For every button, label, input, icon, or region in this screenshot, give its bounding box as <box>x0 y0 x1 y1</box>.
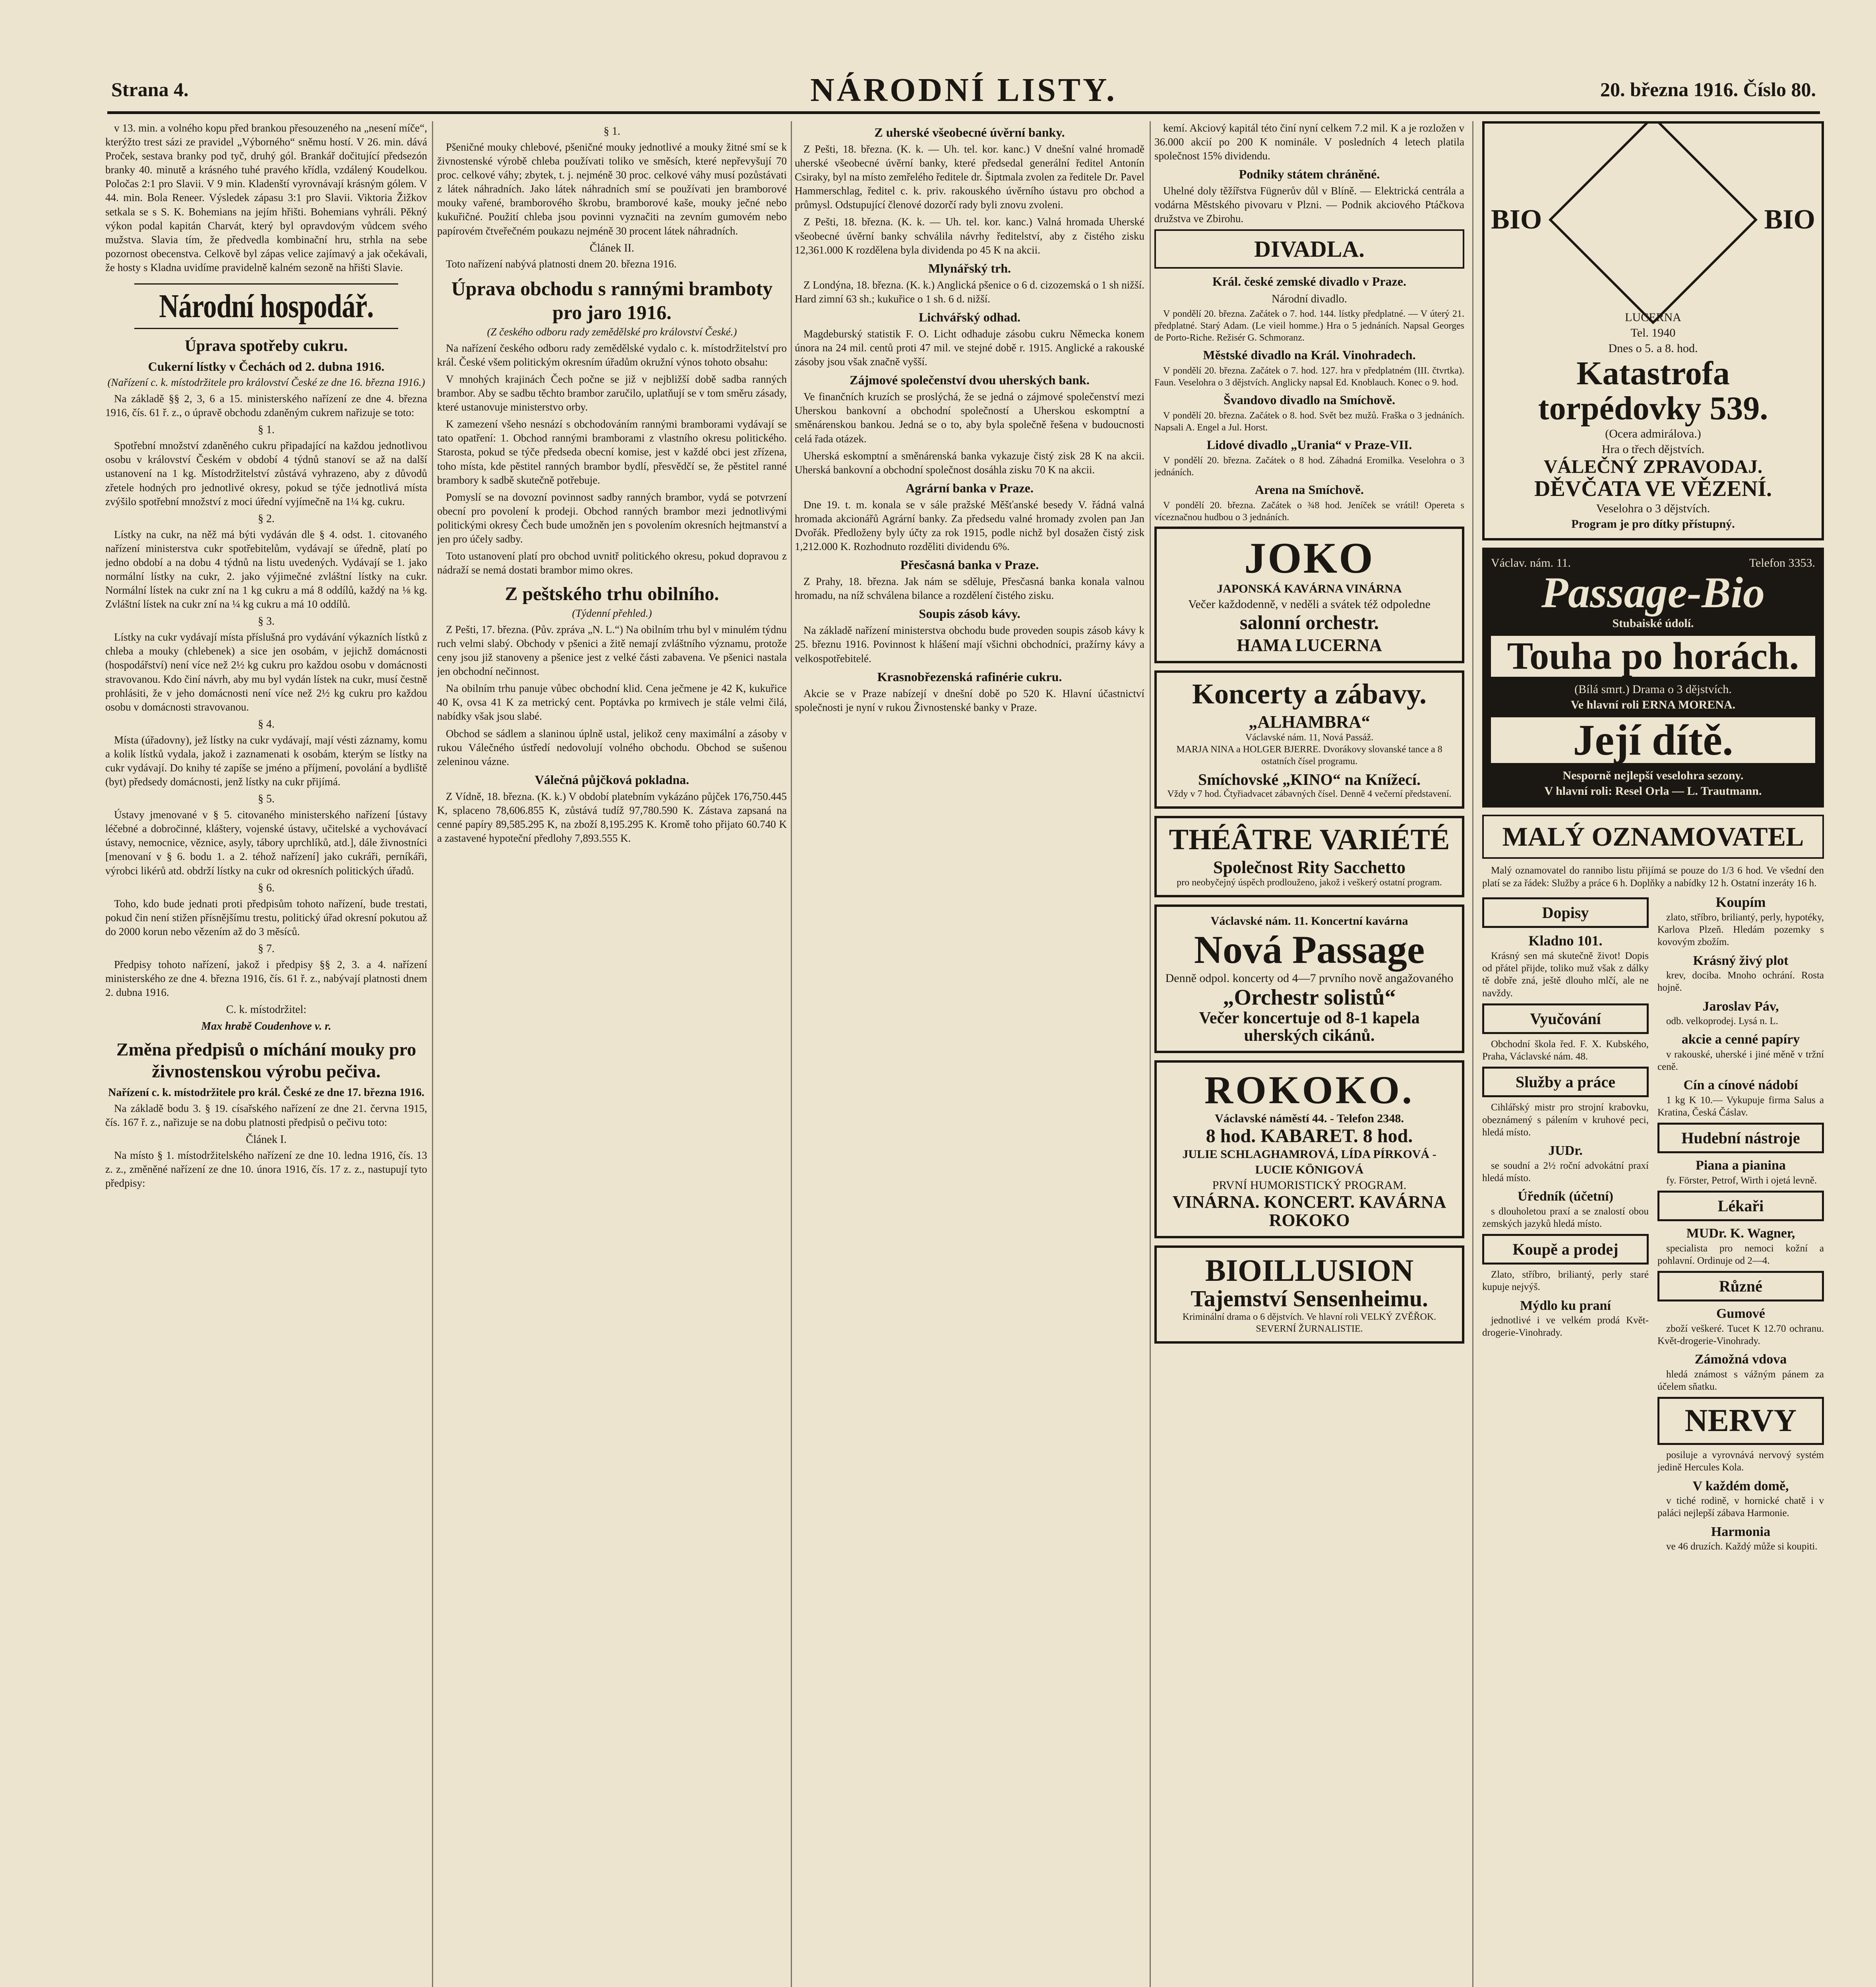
paragraph-number: § 1. <box>258 424 275 436</box>
ad-joko-location: HAMA LUCERNA <box>1237 635 1382 655</box>
ad-text: zboží veškeré. Tucet K 12.70 ochranu. Květ-drogerie-Vinohrady. <box>1657 1323 1824 1346</box>
article-paragraph: Na nařízení českého odboru rady zemědělské vydalo c. k. místodržitelství pro král. České všem politickým okresním úřadům okružní výnos tohoto obsahu: <box>437 342 787 368</box>
ad-text: s dlouholetou praxí a se znalostí obou zemských jazyků hledá místo. <box>1482 1206 1649 1229</box>
ad-rokoko-title: ROKOKO. <box>1204 1068 1415 1112</box>
article-paragraph: V mnohých krajinách Čech počne se již v nejbližší době sadba ranných brambor. Aby se sadbu těchto brambor zaručilo, uplatňují se v tom směru zásady, které ustanovuje ministerstvo orby. <box>437 373 787 413</box>
article-paragraph: Z Pešti, 18. března. (K. k. — Uh. tel. kor. kanc.) Valná hromada Uherské všeobecné úvěrní banky schválila návrhy ředitelství, aby z čistého zisku 12,361.000 K rozdělena byla dividenda po 45 K na akcii. <box>795 216 1144 256</box>
bio-third-desc: Veselohra o 3 dějstvích. <box>1596 502 1710 515</box>
ad-heading: JUDr. <box>1548 1143 1583 1158</box>
article-paragraph: Dne 19. t. m. konala se v sále pražské Měšťanské besedy V. řádná valná hromada akcionářů Agrární banky. Za předsedu valné hromady zvolen pan Jan Dvořák. Předloženy byly účty za rok 1915, podle nichž byl dosažen čistý zisk 1,212.000 K. Rozhodnuto rozděliti dividendu 6%. <box>795 498 1144 553</box>
ad-passage-bio <box>1482 548 1824 808</box>
column-rule <box>791 121 792 1987</box>
article-title: Soupis zásob kávy. <box>919 606 1020 621</box>
ad-text: v tiché rodině, v hornické chatě i v paláci nejlepší zábava Harmonie. <box>1657 1495 1824 1519</box>
article-paragraph: K zamezení všeho nesnází s obchodováním rannými bramborami vydávají se tato opatření: 1. Obchod rannými bramborami z vlastního okresu politického. Starosta, pokud se týče předseda obecní komise, jest v každé obci jest zřízena, toho místa, kde pěstitel ranných brambor bydlí, přesvědčí se, že pěstitel ranné brambory k sadbě skutečně potřebuje. <box>437 418 787 486</box>
column-rule <box>1472 121 1473 1987</box>
ad-np-orchestra: „Orchestr solistů“ <box>1223 985 1396 1010</box>
bio-logo-icon <box>1549 121 1758 324</box>
pb-film-desc: (Bílá smrt.) Drama o 3 dějstvích. <box>1574 682 1732 696</box>
column-4 <box>1154 121 1464 1987</box>
column-rule <box>432 121 433 1987</box>
ad-heading: Cín a cínové nádobí <box>1683 1078 1798 1093</box>
classifieds-rates: Malý oznamovatel do rannibo listu přijímá se pouze do 1/3 6 hod. Ve všední den platí se za řádek: Služby a práce 6 h. Doplňky a nabídky 12 h. Ostatní inzeráty 16 h. <box>1482 865 1824 889</box>
article-paragraph: Z Pešti, 17. března. (Pův. zpráva „N. L.“) Na obilním trhu byl v minulém týdnu ruch velmi slabý. Obchody v pšenici a žitě nemají zvláštního významu, protože ceny jsou již stanoveny a pšenice jest z velké části zabavena. Ve pšenici nastala jen obchodní nečinnost. <box>437 623 787 678</box>
ad-text: odb. velkoprodej. Lysá n. L. <box>1666 1016 1778 1027</box>
article-clause: Článek I. <box>246 1133 287 1146</box>
article-paragraph: Magdeburský statistik F. O. Licht odhaduje zásobu cukru Německa konem února na 24 mil. centů proti 47 mil. ve stejné době r. 1915. Anglické a rakouské zásoby jsou však značně vyšší. <box>795 327 1144 368</box>
ad-alhambra-program: MARJA NINA a HOLGER BJERRE. Dvorákovy slovanské tance a 8 ostatních čísel programu. <box>1176 744 1442 767</box>
article-subtitle: (Z českého odboru rady zemědělské pro království České.) <box>487 325 737 338</box>
ad-bioillusion-desc: Kriminální drama o 6 dějstvích. Ve hlavní roli VELKÝ ZVĚŘOK. SEVERNÍ ŽURNALISTIE. <box>1182 1311 1437 1334</box>
article-paragraph: kemí. Akciový kapitál této činí nyní celkem 7.2 mil. K a je rozložen v 36.000 akcií po 200 K nominále. V posledních 4 letech platila společnost 15% dividendu. <box>1154 122 1464 162</box>
ad-text: 1 kg K 10.— Vykupuje firma Salus a Kratina, Česká Čáslav. <box>1657 1094 1824 1118</box>
category-koupe: Koupě a prodej <box>1482 1234 1649 1265</box>
article-title: Krasnobřezenská rafinérie cukru. <box>877 669 1062 684</box>
pb-second-film: Její dítě. <box>1491 717 1815 763</box>
pb-address: Václav. nám. 11. <box>1491 556 1571 569</box>
ad-heading: Mýdlo ku praní <box>1520 1298 1611 1313</box>
ad-heading: Gumové <box>1716 1306 1765 1321</box>
ad-rokoko <box>1154 1060 1464 1238</box>
theatre-program: V pondělí 20. března. Začátek o 8. hod. Svět bez mužů. Fraška o 3 jednáních. Napsali A. Engel a Jul. Horst. <box>1154 410 1464 433</box>
article-decree: Nařízení c. k. místodržitele pro král. České ze dne 17. března 1916. <box>108 1086 424 1099</box>
article-paragraph: Toto nařízení nabývá platnosti dnem 20. března 1916. <box>446 258 677 270</box>
sport-report: v 13. min. a volného kopu před brankou přesouzeného na „nesení míče“, kterýžto trest sázi ze pravidel „Výborného“ sněmu hostí. V 26. min. dává Proček, sestava branky pod tyč, druhý gól. Brankář dočitující předsezón branky 40. minutě a krásného tuhé pravého křídla, vzdálený Koudelkou. Poločas 2:1 pro Slavii. V 9 min. Kladenští vyrovnávají krásným gólem. V 44. min. Bola Reneer. Výsledek zápasu 3:1 pro Slavii. Viktoria Žižkov setkala se s S. K. Bohemians na jejím hřišti. Bohemians vyhráli. Pěkný výkon podal kapitán Charvát, který byl opravdovým vůdcem svého mužstva. Slavia tím, že předvedla kombinační hru, strhla na sebe pozornost obecenstva. Celkově byl zápas velice zajímavý a jak očekávali, že hosty s Kladna uvidíme pravidelně kalném sezoně na hřišti Slavie. <box>105 122 427 273</box>
ad-heading: Krásný živý plot <box>1693 953 1789 968</box>
ad-text: posiluje a vyrovnává nervový systém jedině Hercules Kola. <box>1657 1450 1824 1473</box>
ad-variete-company: Společnost Rity Sacchetto <box>1213 858 1406 877</box>
article-title: Úprava spotřeby cukru. <box>184 337 348 355</box>
article-paragraph: Na základě §§ 2, 3, 6 a 15. ministerského nařízení ze dne 4. března 1916, čís. 61 ř. z., o úpravě obchodu zdaněným cukrem nařizuje se toto: <box>105 393 427 419</box>
ad-heading: akcie a cenné papíry <box>1681 1032 1800 1047</box>
bio-second-title: VÁLEČNÝ ZPRAVODAJ. <box>1543 456 1763 478</box>
paragraph-number: § 2. <box>258 512 275 525</box>
article-paragraph: Obchod se sádlem a slaninou úplně ustal, jelikož ceny maximální a zásoby v rukou Válečného ústředí nedovolují volného obchodu. Obchod se sušenou zeleninou vázne. <box>437 727 787 767</box>
category-lekari: Lékaři <box>1657 1191 1824 1221</box>
article-title: Agrární banka v Praze. <box>906 480 1034 495</box>
theatre-name: Arena na Smíchově. <box>1255 482 1364 497</box>
theatre-program: V pondělí 20. března. Začátek o 7. hod. 144. lístky předplatné. — V úterý 21. předplatné. Starý Adam. (Le vieil homme.) Hra o 5 jednáních. Napsal Georges de Porto-Riche. Režisér G. Schmoranz. <box>1154 308 1464 343</box>
ad-np-title: Nová Passage <box>1194 928 1425 972</box>
ad-bio-lucerna <box>1482 121 1824 540</box>
theatre-name: Městské divadlo na Král. Vinohradech. <box>1203 347 1416 362</box>
category-dopisy: Dopisy <box>1482 897 1649 928</box>
ad-joko-times: Večer každodenně, v neděli a svátek též odpoledne <box>1188 598 1431 611</box>
ad-heading: Koupím <box>1715 894 1766 910</box>
article-subtitle: Cukerní lístky v Čechách od 2. dubna 1916. <box>148 359 385 374</box>
column-2 <box>437 121 787 1987</box>
pb-subtitle: Stubaiské údolí. <box>1612 617 1694 630</box>
pb-film-role: Ve hlavní roli ERNA MORENA. <box>1570 698 1736 711</box>
ad-text: Zlato, stříbro, briliantý, perly staré kupuje nejvýš. <box>1482 1269 1649 1293</box>
ad-heading: Kladno 101. <box>1528 932 1603 949</box>
ad-heading: Harmonia <box>1711 1524 1771 1539</box>
ad-rokoko-cabaret: 8 hod. KABARET. 8 hod. <box>1206 1125 1413 1147</box>
ad-bioillusion <box>1154 1245 1464 1344</box>
section-heading: Národní hospodář. <box>134 283 398 329</box>
newspaper-title: NÁRODNÍ LISTY. <box>810 72 1117 108</box>
masthead <box>107 68 1820 114</box>
ad-joko-name: JOKO <box>1244 533 1375 582</box>
ad-text: se soudní a 2½ roční advokátní praxí hledá místo. <box>1482 1160 1649 1183</box>
theatre-program: V pondělí 20. března. Začátek o 7. hod. 127. hra v předplatném (III. čtvrtka). Faun. Veselohra o 3 dějstvích. Anglicky napsal Ed. Knoblauch. Konec o 9. hod. <box>1154 365 1464 388</box>
ad-text: jednotlivé i ve velkém prodá Květ-drogerie-Vinohrady. <box>1482 1315 1649 1338</box>
ad-joko-type: JAPONSKÁ KAVÁRNA VINÁRNA <box>1217 582 1402 596</box>
theatre-section-heading: DIVADLA. <box>1154 229 1464 269</box>
paragraph-number: § 5. <box>258 793 275 806</box>
article-paragraph: Na základě nařízení ministerstva obchodu bude proveden soupis zásob kávy k 25. březnu 1916. Povinnost k hlášení mají všichni obchodníci, pražírny kávy a velkospotřebitelé. <box>795 624 1144 664</box>
article-paragraph: Spotřební množství zdaněného cukru připadající na každou jednotlivou osobu v království Českém v období 4 týdnů stanoví se až na další ustanovení na 1 kg. Místodržitelství zůstává vyhrazeno, aby z důvodů zřetele hodných pro jednotlivé okresy, pokud se týče jednotlivá místa zvýšilo spotřební množství z moci úřední vyjímečně na 1¼ kg. cukru. <box>105 440 427 507</box>
bio-film-title: Katastrofa torpédovky 539. <box>1538 355 1768 427</box>
pb-film-title: Touha po horách. <box>1491 636 1815 677</box>
article-title: Lichvářský odhad. <box>918 310 1021 324</box>
theatre-name: Švandovo divadlo na Smíchově. <box>1223 392 1396 407</box>
bio-film-subtitle: (Ocera admirálova.) <box>1605 427 1701 441</box>
ad-variete-title: THÉÂTRE VARIÉTÉ <box>1169 823 1450 856</box>
ad-joko-orchestra: salonní orchestr. <box>1239 611 1379 634</box>
column-3 <box>795 121 1144 1987</box>
classifieds-right <box>1657 893 1824 1557</box>
article-title: Změna předpisů o míchání mouky pro živnostenskou výrobu pečiva. <box>116 1039 416 1082</box>
article-title: Z peštského trhu obilního. <box>505 583 719 605</box>
article-paragraph: Lístky na cukr, na něž má býti vydáván dle § 4. odst. 1. citovaného nařízení ministerstva cukr spotřebitelům, vydávají se úředně, platí po jedno období a na dobu 4 týdnů na listu uvedených. Vydávají se 1. jako normální lístky na cukr, 2. jako výjimečné zvláštní lístky na cukr. Normální lístek na cukr zní na 1 kg cukru a má 8 oddílů, každý na ⅛ kg. Zvláštní lístek na cukr zní na ¼ kg cukru a má 10 oddílů. <box>105 528 427 610</box>
article-title: Válečná půjčková pokladna. <box>534 772 689 787</box>
ad-nova-passage <box>1154 904 1464 1053</box>
ad-joko <box>1154 527 1464 663</box>
theatre-name: Král. české zemské divadlo v Praze. <box>1212 274 1406 289</box>
article-paragraph: Pomyslí se na dovozní povinnost sadby ranných brambor, vydá se potvrzení obecní pro povolení k prodeji. Obchod ranných brambor mezi jednotlivými politickými okresy Čech bude umožněn jen s povolením okresních hejtmanství a jen pro účely sadby. <box>437 491 787 545</box>
ad-rokoko-performers: JULIE SCHLAGHAMROVÁ, LÍDA PÍRKOVÁ - LUCIE KÖNIGOVÁ <box>1182 1147 1437 1176</box>
ad-variete-program: pro neobyčejný úspěch prodlouženo, jakož i veškerý ostatní program. <box>1177 877 1442 888</box>
ad-heading: Piana a pianina <box>1696 1158 1786 1173</box>
ad-text: Obchodní škola řed. F. X. Kubského, Praha, Václavské nám. 48. <box>1482 1038 1649 1062</box>
article-paragraph: Toto ustanovení platí pro obchod uvnitř politického okresu, pokud dopravou z nádraží se nemá dostati brambor mimo okres. <box>437 550 787 576</box>
ad-np-concerts: Denně odpol. koncerty od 4—7 prvního nově angažovaného <box>1165 972 1454 985</box>
paragraph-number: § 6. <box>258 881 275 894</box>
column-1 <box>105 121 427 1987</box>
article-paragraph: Pšeničné mouky chlebové, pšeničné mouky jednotlivé a mouky žitné smí se k živnostenské výrobě chleba používati toliko ve směsích, které nepřevyšují 70 proc. celkové váhy; zbytek, t. j. nejméně 30 proc. celkové váhy musí pozůstávati z látek náhradních. Jako látek náhradních smí se používati jen bramborové mouky vařené, bramborového škrobu, bramborové kaše, mouky ječné nebo kukuřičné. Použití chleba jsou povinni vyznačiti na zevním gumovém nebo papírovém čtveřečném poukazu nejméně 30 procent látek náhradních. <box>437 141 787 237</box>
article-title: Úprava obchodu s rannými bramboty pro jaro 1916. <box>451 277 773 323</box>
ad-concerts <box>1154 670 1464 809</box>
article-paragraph: Z Prahy, 18. března. Jak nám se sděluje, Přesčasná banka konala valnou hromadu, na níž schválena bilance a rozdělení čistého zisku. <box>795 575 1144 602</box>
ad-kino-program: Vždy v 7 hod. Čtyřiadvacet zábavných čísel. Denně 4 večerní představení. <box>1167 788 1452 799</box>
paragraph-number: § 4. <box>258 718 275 730</box>
ad-text: krev, dociba. Mnoho ochrání. Rosta hojně. <box>1657 970 1824 993</box>
signature-title: C. k. místodržitel: <box>226 1003 307 1016</box>
theatre-program: V pondělí 20. března. Začátek o ¾8 hod. Jeníček se vrátil! Opereta s víceznačnou hudbou o 3 jednáních. <box>1154 500 1464 523</box>
article-paragraph: Toho, kdo bude jednati proti předpisům tohoto nařízení, bude trestati, pokud čin není stižen přísnějšímu trestu, politický úřad okresní pokutou až do 2000 korun nebo vězením až do 3 měsíců. <box>105 897 427 937</box>
article-paragraph: Na základě bodu 3. § 19. císařského nařízení ze dne 21. června 1915, čís. 167 ř. z., nařizuje se na dobu platnosti předpisů o pečivu toto: <box>105 1102 427 1128</box>
classifieds-heading: MALÝ OZNAMOVATEL <box>1482 815 1824 859</box>
ad-alhambra-title: „ALHAMBRA“ <box>1249 712 1370 732</box>
article-paragraph: Akcie se v Praze nabízejí v dnešní době po 520 K. Hlavní účastnictví společnosti je nyní v rukou Živnostenské banky v Praze. <box>795 687 1144 713</box>
page-number: Strana 4. <box>111 78 189 101</box>
issue-date: 20. března 1916. Číslo 80. <box>1600 78 1816 101</box>
pb-second-desc: Nesporně nejlepší veselohra sezony. <box>1562 769 1744 782</box>
ad-text: Cihlářský mistr pro strojní krabovku, obeznámený s pálením v kruhové peci, hledá místo. <box>1482 1102 1649 1138</box>
article-paragraph: Uhelné doly těžířstva Fügnerův důl v Blíně. — Elektrická centrála a vodárna Městského pivovaru v Plzni. — Podnik akciového Ptáčkova družstva ve Zbirohu. <box>1154 185 1464 225</box>
ad-rokoko-program: PRVNÍ HUMORISTICKÝ PROGRAM. <box>1212 1178 1407 1192</box>
article-paragraph: Na obilním trhu panuje vůbec obchodní klid. Cena ječmene je 42 K, kukuřice 40 K, ovsa 41 K za metrický cent. Poptávka po krmivech je stále velmi čilá, nabídky však jsou slabé. <box>437 682 787 722</box>
column-rule <box>1150 121 1151 1987</box>
ad-text: ve 46 druzích. Každý může si koupiti. <box>1666 1541 1818 1552</box>
bio-film-desc: Hra o třech dějstvích. <box>1601 443 1705 456</box>
pb-second-roles: V hlavní roli: Resel Orla — L. Trautmann. <box>1544 784 1762 798</box>
paragraph-number: § 7. <box>258 942 275 955</box>
article-title: Mlynářský trh. <box>928 261 1011 275</box>
pb-telephone: Telefon 3353. <box>1749 556 1815 569</box>
column-5 <box>1482 121 1824 1987</box>
article-clause: Článek II. <box>590 242 634 254</box>
article-paragraph: Z Vídně, 18. března. (K. k.) V období platebním vykázáno půjček 176,750.445 K, splaceno 78,606.855 K, zůstává tudíž 97,780.590 K. Zástava zapsaná na cenné papíry 89,585.295 K, na zboží 8,195.295 K. Kromě toho přijato 60.740 K a zastavené hypoteční předlohy 7,893.555 K. <box>437 790 787 844</box>
ad-bioillusion-title: BIOILLUSION <box>1205 1253 1414 1288</box>
ad-heading: V každém domě, <box>1692 1478 1789 1493</box>
article-decree: (Nařízení c. k. místodržitele pro království České ze dne 16. března 1916.) <box>107 376 425 389</box>
bio-left-label: BIO <box>1491 204 1542 235</box>
theatre-name: Lidové divadlo „Urania“ v Praze-VII. <box>1206 437 1412 452</box>
category-sluzby: Služby a práce <box>1482 1067 1649 1097</box>
bio-telephone: Tel. 1940 <box>1630 326 1676 339</box>
ad-text: hledá známost s vážným pánem za účelem sňatku. <box>1657 1369 1824 1392</box>
article-title: Podniky státem chráněné. <box>1239 167 1380 182</box>
bio-vertical-label: LUCERNA <box>1625 311 1681 324</box>
bio-third-title: DĚVČATA VE VĚZENÍ. <box>1534 476 1772 501</box>
ad-heading: Úředník (účetní) <box>1518 1189 1613 1204</box>
category-hudba: Hudební nástroje <box>1657 1123 1824 1153</box>
article-paragraph: Z Londýna, 18. března. (K. k.) Anglická pšenice o 6 d. cizozemská o 1 sh nižší. Hard zimní 63 sh.; kukuřice o 1 sh. 6 d. nižší. <box>795 279 1144 305</box>
ad-kino-title: Smíchovské „KINO“ na Knížecí. <box>1198 770 1421 788</box>
article-paragraph: Na místo § 1. místodržitelského nařízení ze dne 10. ledna 1916, čís. 13 z. z., změněné nařízení ze dne 10. února 1916, čís. 17 z. z., nastupují tyto předpisy: <box>105 1149 427 1189</box>
article-paragraph: Předpisy tohoto nařízení, jakož i předpisy §§ 2, 3. a 4. nařízení ministerského ze dne 4. března 1916, čís. 61 ř. z., nabývají platnosti dnem 2. dubna 1916. <box>105 958 427 999</box>
ad-np-header: Václavské nám. 11. Koncertní kavárna <box>1210 914 1408 928</box>
ad-heading: NERVY <box>1657 1397 1824 1445</box>
ad-alhambra-address: Václavské nám. 11, Nová Passáž. <box>1245 732 1374 743</box>
bio-right-label: BIO <box>1764 204 1815 235</box>
category-razne: Různé <box>1657 1271 1824 1301</box>
bio-showtime: Dnes o 5. a 8. hod. <box>1608 342 1698 355</box>
category-vyucovani: Vyučování <box>1482 1003 1649 1034</box>
ad-text: Krásný sen má skutečně život! Dopis od přátel přijde, toliko muž však z dálky tě dobře zná, ještě dlouho mlčí, ale ne navždy. <box>1482 950 1649 999</box>
paragraph-number: § 1. <box>604 125 620 138</box>
article-paragraph: Z Pešti, 18. března. (K. k. — Uh. tel. kor. kanc.) V dnešní valné hromadě uherské všeobecné úvěrní banky, které předsedal generální ředitel Antonín Csiraky, byl na místo zemřelého ředitele dr. Šiptmala zvolen za ředitele Dr. Pavel Hammerschlag, ředitel c. k. priv. rakouského úvěrního ústavu pro obchod a průmysl. Odstupující členové dozorčí rady byli znovu zvoleni. <box>795 143 1144 211</box>
paragraph-number: § 3. <box>258 615 275 628</box>
article-paragraph: Ústavy jmenované v § 5. citovaného ministerského nařízení [ústavy léčebné a dobročinné, kláštery, vojenské ústavy, učitelské a vychovávací ústavy, nemocnice, věznice, asyly, tábory uprchlíků, atd.], dále živnostníci [menovaní v § 6. bodu 1. a 2. téhož nařízení] jako cukráři, perníkáři, výrobci likérů atd. obdrží lístky na cukr od okresních politických úřadů. <box>105 809 427 877</box>
ad-rokoko-address: Václavské náměstí 44. - Telefon 2348. <box>1215 1112 1404 1125</box>
article-paragraph: Místa (úřadovny), jež lístky na cukr vydávají, mají vésti záznamy, komu a kolik lístků vydala, jakož i zaznamenati k osobám, kterým se lístky na cukr vydávají. Do knihy té zapíše se jméno a příjmení, povolání a bydliště (byt) předsedy domácnosti, jenž lístky na cukr přijímá. <box>105 734 427 788</box>
classifieds-left <box>1482 893 1649 1557</box>
theatre-subname: Národní divadlo. <box>1272 292 1347 305</box>
ad-np-evening: Večer koncertuje od 8-1 kapela uherských cikánů. <box>1199 1009 1420 1045</box>
signature-name: Max hrabě Coudenhove v. r. <box>201 1020 331 1033</box>
ad-heading: Zámožná vdova <box>1694 1352 1787 1367</box>
article-paragraph: Ve finančních kruzích se proslýchá, že se jedná o zájmové společenství mezi Uherskou bankovní a obchodní společností a Uherskou eskomptní a směnárenskou bankou. Jedná se o to, aby byla společně řešena v budoucnosti celá řada otázek. <box>795 391 1144 445</box>
ad-concerts-title: Koncerty a zábavy. <box>1192 678 1427 710</box>
ad-text: v rakouské, uherské i jiné měně v tržní ceně. <box>1657 1049 1824 1073</box>
ad-text: zlato, stříbro, briliantý, perly, hypotéky, Karlova Plzeň. Hledám pozemky s kovovým zbožím. <box>1657 912 1824 948</box>
ad-variete <box>1154 816 1464 898</box>
bio-program-note: Program je pro dítky přístupný. <box>1571 517 1735 531</box>
theatre-program: V pondělí 20. března. Začátek o 8 hod. Záhadná Eromilka. Veselohra o 3 jednáních. <box>1154 455 1464 478</box>
article-paragraph: Lístky na cukr vydávají místa příslušná pro vydávání výkazních lístků z chleba a mouky (chlebenek) a sice jen osobám, v jejichž domácnosti (hospodářství) není více než 2½ kg cukru pro každou osobu v domácnosti stravovanou. Kdo činí návrh, aby mu byl vydán lístek na cukr, musí čestně prohlásiti, že v jeho domácnosti není více než 2½ kg cukru pro každou osobu v domácnosti stravovanou. <box>105 631 427 713</box>
article-title: Přesčasná banka v Praze. <box>900 558 1039 572</box>
pb-title: Passage-Bio <box>1541 568 1765 617</box>
ad-heading: MUDr. K. Wagner, <box>1686 1226 1795 1241</box>
article-subtitle: (Týdenní přehled.) <box>572 607 652 619</box>
article-title: Z uherské všeobecné úvěrní banky. <box>874 125 1065 139</box>
ad-text: specialista pro nemoci kožní a pohlavní. Ordinuje od 2—4. <box>1657 1243 1824 1266</box>
article-paragraph: Uherská eskomptní a směnárenská banka vykazuje čistý zisk 28 K na akcii. Uherská bankovní a obchodní společnost dosáhla zisku 70 K na akcii. <box>795 449 1144 476</box>
ad-rokoko-venue: VINÁRNA. KONCERT. KAVÁRNA ROKOKO <box>1172 1192 1446 1230</box>
ad-text: fy. Förster, Petrof, Wirth i ojetá levně. <box>1666 1175 1817 1186</box>
ad-bioillusion-film: Tajemství Sensenheimu. <box>1191 1286 1428 1312</box>
ad-heading: Jaroslav Páv, <box>1702 999 1779 1014</box>
article-title: Zájmové společenství dvou uherských bank. <box>850 373 1090 387</box>
